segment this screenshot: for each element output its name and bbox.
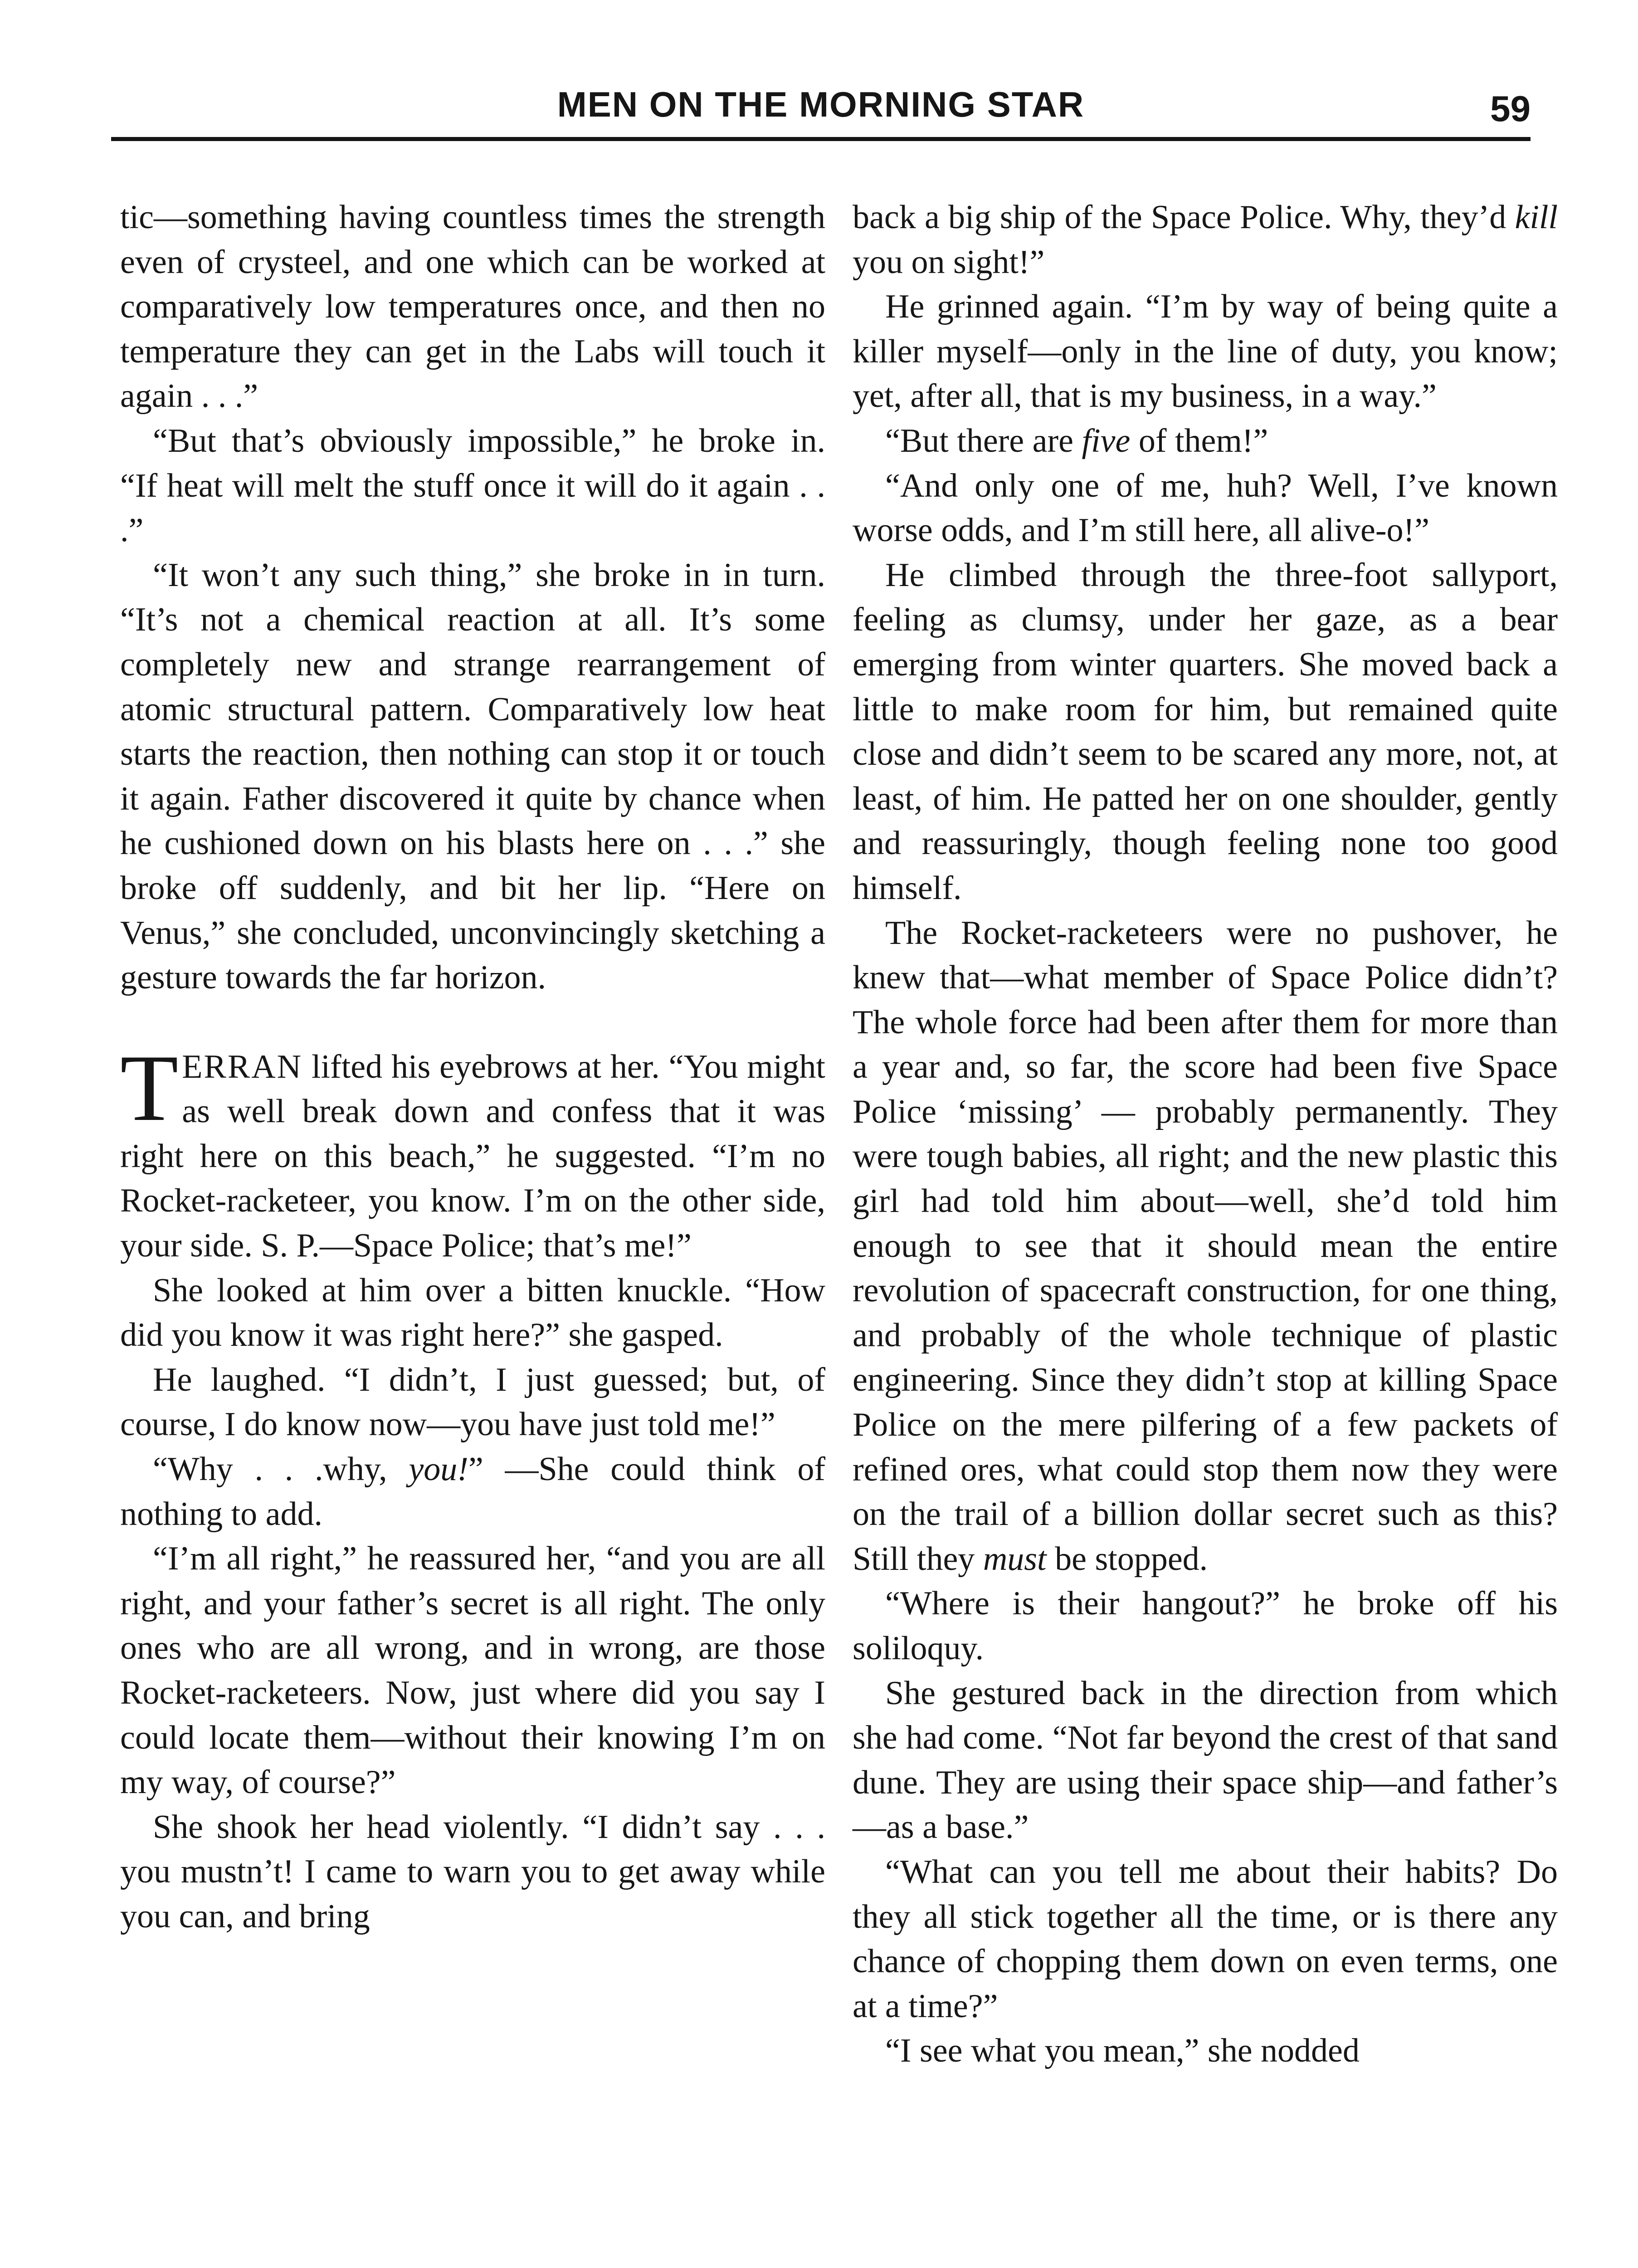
paragraph-text: ” —She could think of nothing to add. — [120, 1451, 825, 1533]
paragraph: He laughed. “I didn’t, I just guessed; but, of course, I do know now—you have just told me!” — [120, 1361, 825, 1443]
paragraph-text: you on sight!” — [853, 243, 1045, 281]
paragraph-text: lifted his eyebrows at her. “You might as well break down and confess that it was right here on this beach,” he suggested. “I’m no Rocket-racketeer, you know. I’m on the other side, your side. S. P.—Space Police; that’s me!” — [120, 1048, 825, 1265]
drop-cap: T — [120, 1035, 179, 1141]
paragraph: “But that’s obviously impossible,” he broke in. “If heat will melt the stuff once it will do it again . . .” — [120, 422, 825, 549]
paragraph — [853, 195, 1558, 284]
paragraph: He climbed through the three-foot sallyport, feeling as clumsy, under her gaze, as a bear emerging from winter quarters. She moved back a little to make room for him, but remained quite close and didn’t seem to be scared any more, not, at least, of him. He patted her on one shoulder, gently and reassuringly, though feeling none too good himself. — [853, 556, 1558, 907]
paragraph — [120, 1447, 825, 1536]
paragraph-text: “But there are — [885, 422, 1082, 459]
paragraph: “What can you tell me about their habits? Do they all stick together all the time, or is there any chance of chopping them down on even terms, one at a time?” — [853, 1853, 1558, 2025]
header-rule — [111, 137, 1531, 141]
emphasis-text: must — [983, 1540, 1047, 1578]
paragraph: She looked at him over a bitten knuckle. “How did you know it was right here?” she gasped. — [120, 1271, 825, 1354]
page-header — [111, 82, 1531, 132]
paragraph-text: be stopped. — [1046, 1540, 1208, 1578]
running-title: MEN ON THE MORNING STAR — [557, 84, 1085, 124]
paragraph: He grinned again. “I’m by way of being quite a killer myself—only in the line of duty, you know; yet, after all, that is my business, in a way.” — [853, 288, 1558, 415]
paragraph-text: The Rocket-racketeers were no pushover, he knew that—what member of Space Police didn’t? The whole force had been after them for more than a year and, so far, the score had been five Space Police ‘missing’ — probably permanently. They were tough babies, all right; and the new plastic this girl had told him about—well, she’d told him enough to see that it should mean the entire revolution of spacecraft construction, for one thing, and probably of the whole technique of plastic engineering. Since they didn’t stop at killing Space Police on the mere pilfering of a few packets of refined ores, what could stop them now they were on the trail of a billion dollar secret such as this? Still they — [853, 914, 1558, 1578]
paragraph-with-dropcap — [120, 1035, 825, 1268]
paragraph: tic—something having countless times the strength even of crysteel, and one which can be worked at comparatively low temperatures once, and then no temperature they can get in the Labs will touch it again . . .” — [120, 199, 825, 415]
emphasis-text: you! — [409, 1451, 468, 1488]
paragraph-text: of them!” — [1130, 422, 1268, 459]
lead-word: ERRAN — [182, 1048, 303, 1085]
paragraph: She shook her head violently. “I didn’t say . . . you mustn’t! I came to warn you to get away while you can, and bring — [120, 1808, 825, 1935]
paragraph: “And only one of me, huh? Well, I’ve known worse odds, and I’m still here, all alive-o!” — [853, 467, 1558, 549]
paragraph: “Where is their hangout?” he broke off his soliloquy. — [853, 1585, 1558, 1667]
paragraph: “I see what you mean,” she nodded — [885, 2032, 1360, 2070]
paragraph — [853, 911, 1558, 1582]
paragraph: “I’m all right,” he reassured her, “and you are all right, and your father’s secret is all right. The only ones who are all wrong, and in wrong, are those Rocket-racketeers. Now, just where did you say I could locate them—without their knowing I’m on my way, of course?” — [120, 1540, 825, 1801]
paragraph — [853, 419, 1558, 464]
paragraph-text: “Why . . .why, — [153, 1451, 409, 1488]
left-column — [120, 195, 825, 1939]
emphasis-text: kill — [1515, 199, 1558, 236]
emphasis-text: five — [1082, 422, 1131, 459]
page-number: 59 — [1490, 88, 1531, 129]
paragraph-text: back a big ship of the Space Police. Why, they’d — [853, 199, 1515, 236]
paragraph: She gestured back in the direction from which she had come. “Not far beyond the crest of that sand dune. They are using their space ship—and father’s—as a base.” — [853, 1674, 1558, 1846]
paragraph: “It won’t any such thing,” she broke in in turn. “It’s not a chemical reaction at all. It’s some completely new and strange rearrangement of atomic structural pattern. Comparatively low heat starts the reaction, then nothing can stop it or touch it again. Father discovered it quite by chance when he cushioned down on his blasts here on . . .” she broke off suddenly, and bit her lip. “Here on Venus,” she concluded, unconvincingly sketching a gesture towards the far horizon. — [120, 556, 825, 997]
right-column — [853, 195, 1558, 2073]
